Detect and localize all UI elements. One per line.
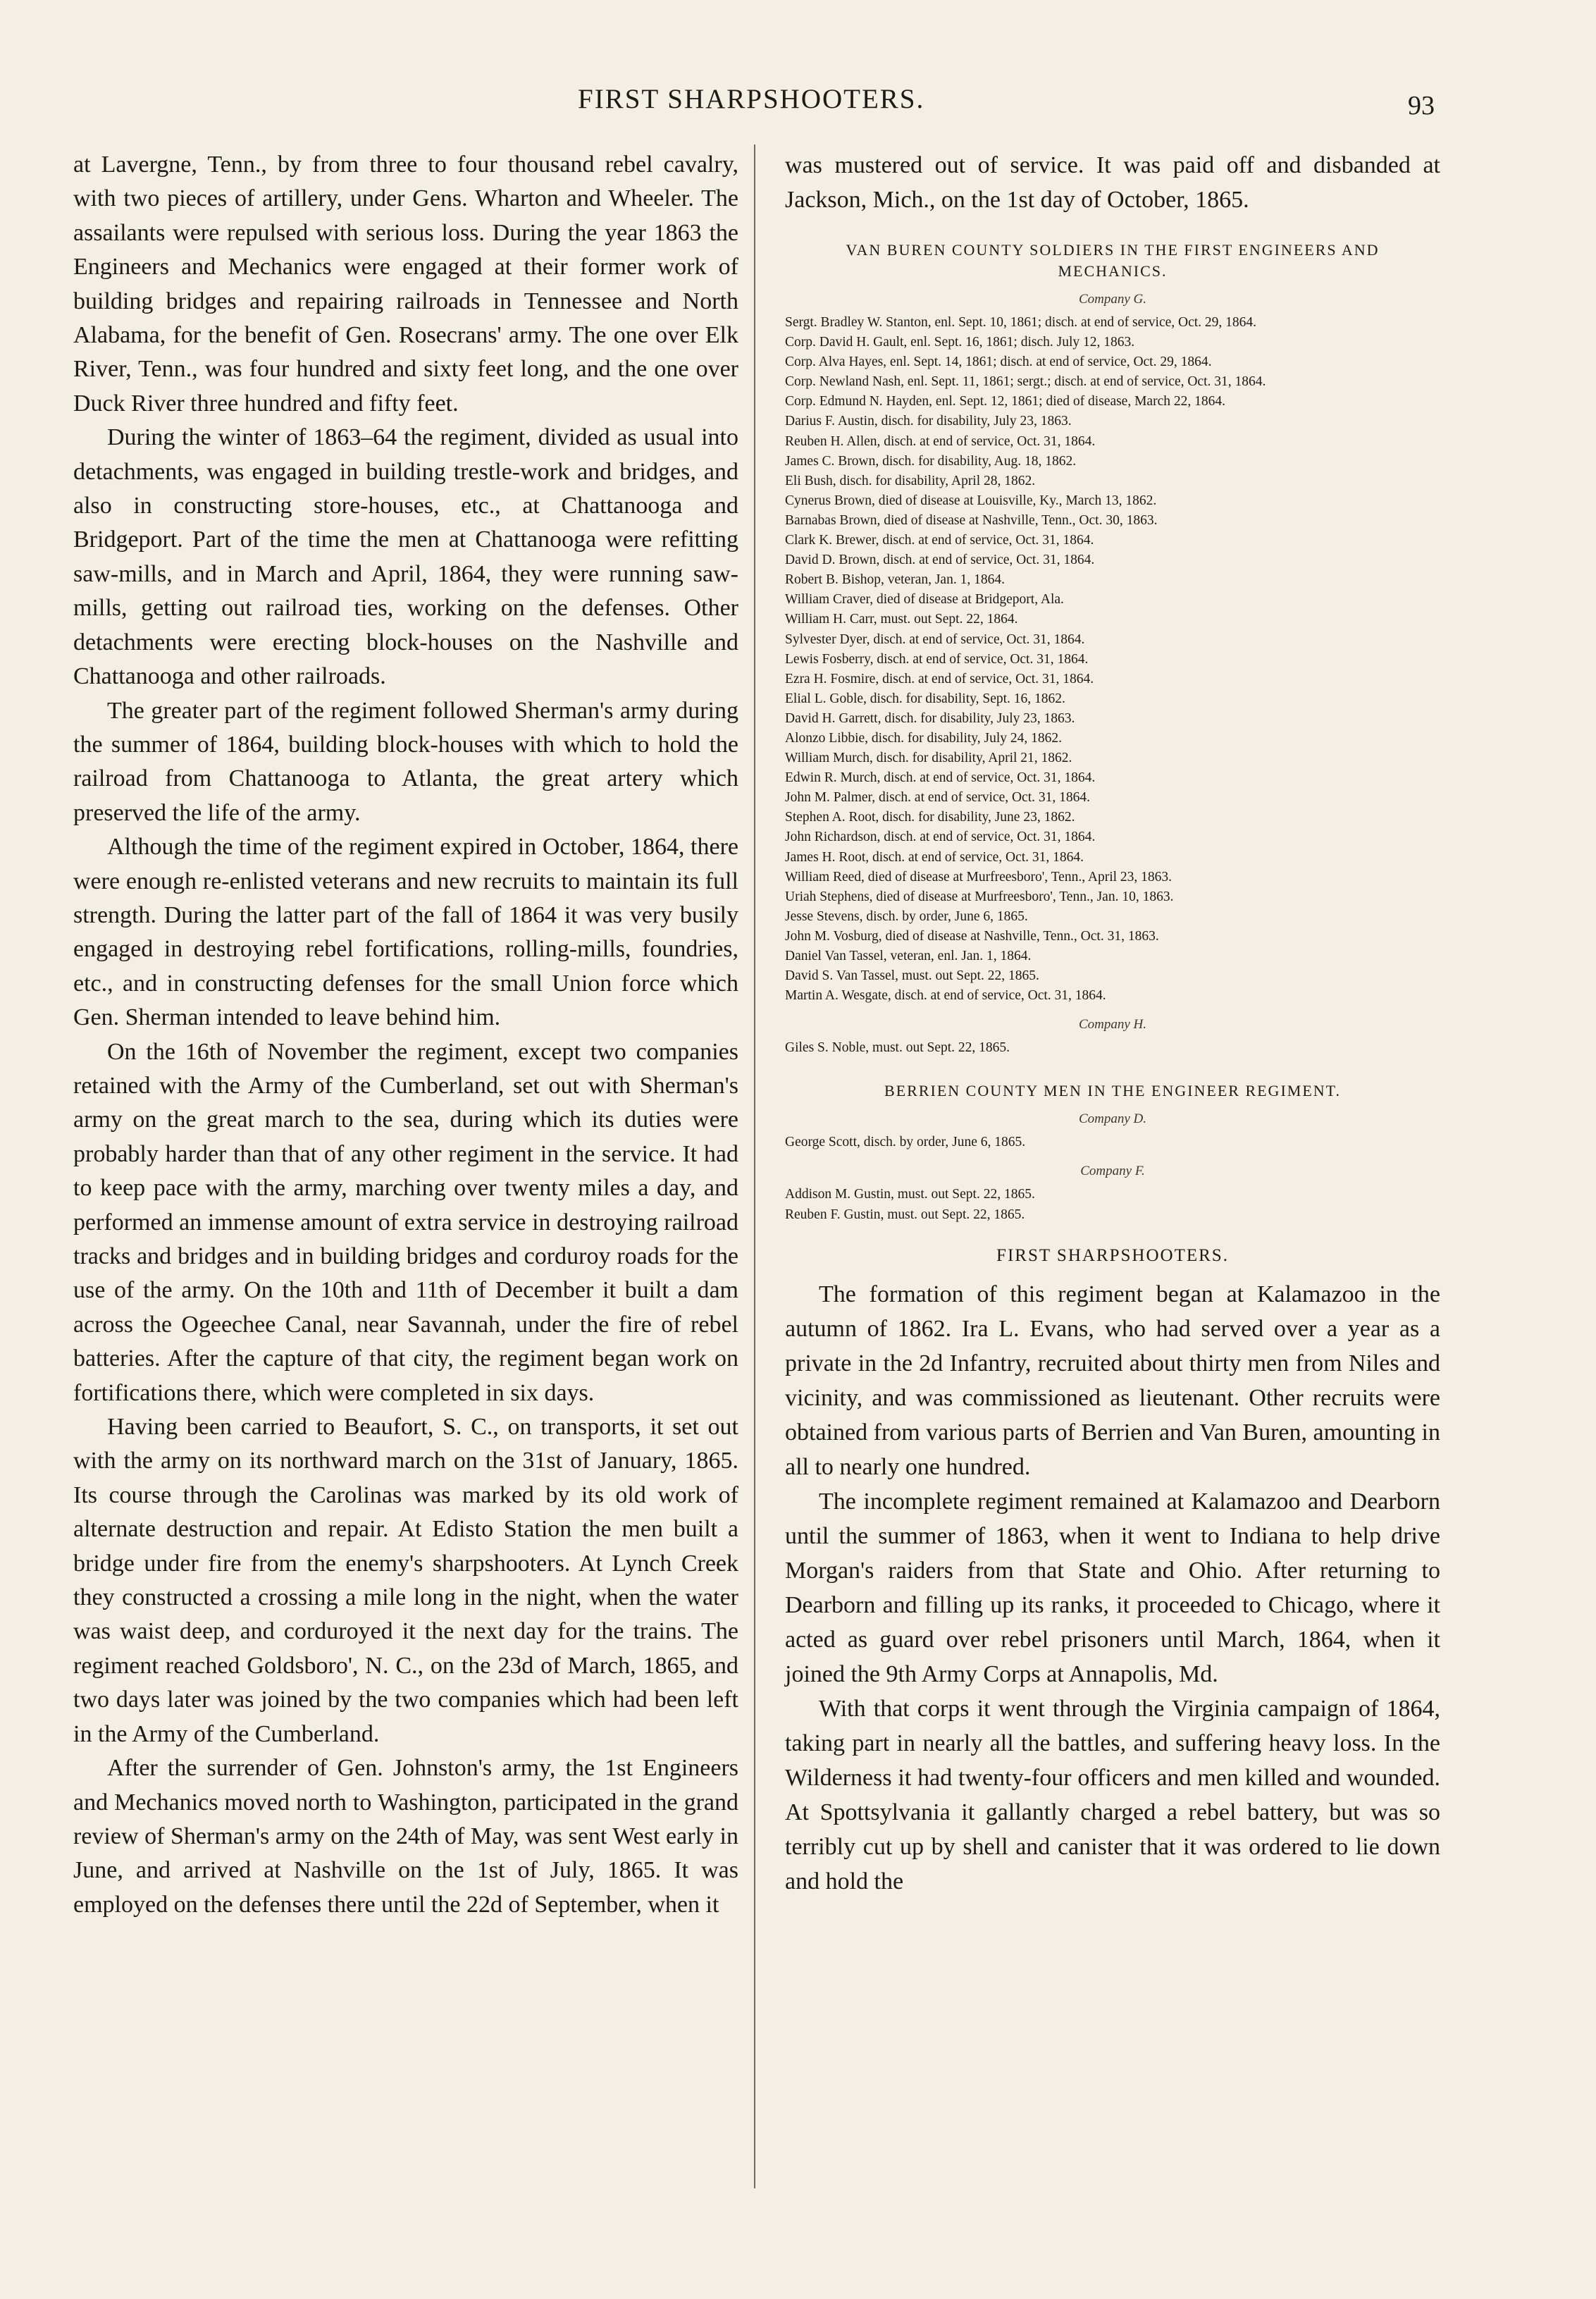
roster-entry: Corp. Edmund N. Hayden, enl. Sept. 12, 1861; died of disease, March 22, 1864. <box>785 394 1225 409</box>
paragraph: Although the time of the regiment expired in October, 1864, there were enough re-enlisted veterans and new recruits to maintain its full strength. During the latter part of the fall of 1864 it was very busily engaged in destroying rebel fortifications, rolling-mills, foundries, etc., and in constructing defenses for the small Union force which Gen. Sherman intended to leave behind him. <box>73 834 738 1031</box>
roster-entry: Clark K. Brewer, disch. at end of service, Oct. 31, 1864. <box>785 533 1094 548</box>
roster-entry: Corp. David H. Gault, enl. Sept. 16, 1861; disch. July 12, 1863. <box>785 335 1135 350</box>
running-title: FIRST SHARPSHOOTERS. <box>578 84 925 114</box>
roster-entry: David S. Van Tassel, must. out Sept. 22, 1865. <box>785 968 1039 984</box>
roster-entry: Eli Bush, disch. for disability, April 28, 1862. <box>785 473 1036 488</box>
van-buren-heading: VAN BUREN COUNTY SOLDIERS IN THE FIRST ENGINEERS AND MECHANICS. <box>846 241 1380 280</box>
company-d-roster <box>785 1133 1440 1152</box>
paragraph: The greater part of the regiment followed Sherman's army during the summer of 1864, building block-houses with which to hold the railroad from Chattanooga to Atlanta, the great artery which preserved the life of the army. <box>73 697 738 826</box>
paragraph: After the surrender of Gen. Johnston's army, the 1st Engineers and Mechanics moved north to Washington, participated in the grand review of Sherman's army on the 24th of May, was sent West early in June, and arrived at Nashville on the 1st of July, 1865. It was employed on the defenses there until the 22d of September, when it <box>73 1755 738 1918</box>
roster-entry: John M. Vosburg, died of disease at Nashville, Tenn., Oct. 31, 1863. <box>785 928 1159 944</box>
roster-entry: Jesse Stevens, disch. by order, June 6, 1865. <box>785 908 1028 924</box>
roster-entry: Sergt. Bradley W. Stanton, enl. Sept. 10, 1861; disch. at end of service, Oct. 29, 1864. <box>785 315 1257 330</box>
company-f-roster <box>785 1185 1440 1224</box>
roster-entry: William Craver, died of disease at Bridgeport, Ala. <box>785 592 1064 608</box>
roster-entry: George Scott, disch. by order, June 6, 1865. <box>785 1135 1026 1150</box>
roster-entry: Barnabas Brown, died of disease at Nashville, Tenn., Oct. 30, 1863. <box>785 512 1158 528</box>
roster-entry: Addison M. Gustin, must. out Sept. 22, 1865. <box>785 1187 1035 1202</box>
roster-entry: Robert B. Bishop, veteran, Jan. 1, 1864. <box>785 572 1005 588</box>
roster-entry: Cynerus Brown, died of disease at Louisville, Ky., March 13, 1862. <box>785 493 1157 508</box>
company-h-roster <box>785 1038 1440 1058</box>
roster-entry: Corp. Alva Hayes, enl. Sept. 14, 1861; disch. at end of service, Oct. 29, 1864. <box>785 355 1212 370</box>
roster-entry: Giles S. Noble, must. out Sept. 22, 1865. <box>785 1040 1010 1056</box>
paragraph: Having been carried to Beaufort, S. C., on transports, it set out with the army on its northward march on the 31st of January, 1865. Its course through the Carolinas was marked by its old work of alternate destruction and repair. At Edisto Station the men built a bridge under fire from the enemy's sharpshooters. At Lynch Creek they constructed a crossing a mile long in the night, when the water was waist deep, and corduroyed it the next day for the trains. The regiment reached Goldsboro', N. C., on the 23d of March, 1865, and two days later was joined by the two companies which had been left in the Army of the Cumberland. <box>73 1414 738 1747</box>
roster-entry: William H. Carr, must. out Sept. 22, 1864. <box>785 612 1018 627</box>
paragraph: The incomplete regiment remained at Kalamazoo and Dearborn until the summer of 1863, when it went to Indiana to help drive Morgan's raiders from that State and Ohio. After returning to Dearborn and filling up its ranks, it proceeded to Chicago, where it acted as guard over rebel prisoners until March, 1864, when it joined the 9th Army Corps at Annapolis, Md. <box>785 1488 1440 1687</box>
page-number: 93 <box>1408 91 1435 121</box>
roster-entry: Darius F. Austin, disch. for disability, July 23, 1863. <box>785 414 1072 429</box>
roster-entry: Reuben F. Gustin, must. out Sept. 22, 1865. <box>785 1207 1025 1222</box>
company-g-roster <box>785 313 1440 1006</box>
company-d-label: Company D. <box>1078 1111 1147 1127</box>
roster-entry: James C. Brown, disch. for disability, Aug. 18, 1862. <box>785 453 1077 469</box>
column-divider <box>754 144 755 2188</box>
paragraph: The formation of this regiment began at Kalamazoo in the autumn of 1862. Ira L. Evans, who had served over a year as a private in the 2d Infantry, recruited about thirty men from Niles and vicinity, and was commissioned as lieutenant. Other recruits were obtained from various parts of Berrien and Van Buren, amounting in all to nearly one hundred. <box>785 1281 1440 1480</box>
paragraph: With that corps it went through the Virginia campaign of 1864, taking part in nearly all the battles, and suffering heavy loss. In the Wilderness it had twenty-four officers and men killed and wounded. At Spottsylvania it gallantly charged a rebel battery, but was so terribly cut up by shell and canister that it was ordered to lie down and hold the <box>785 1695 1440 1894</box>
berrien-heading: BERRIEN COUNTY MEN IN THE ENGINEER REGIMENT. <box>884 1082 1341 1100</box>
sharpshooters-heading: FIRST SHARPSHOOTERS. <box>996 1245 1229 1265</box>
roster-entry: Corp. Newland Nash, enl. Sept. 11, 1861; sergt.; disch. at end of service, Oct. 31, 1864. <box>785 374 1266 390</box>
roster-entry: William Reed, died of disease at Murfreesboro', Tenn., April 23, 1863. <box>785 869 1173 885</box>
roster-entry: John Richardson, disch. at end of service, Oct. 31, 1864. <box>785 830 1096 845</box>
roster-entry: Martin A. Wesgate, disch. at end of service, Oct. 31, 1864. <box>785 988 1106 1004</box>
roster-entry: Lewis Fosberry, disch. at end of service, Oct. 31, 1864. <box>785 651 1089 667</box>
roster-entry: Reuben H. Allen, disch. at end of service, Oct. 31, 1864. <box>785 433 1096 449</box>
roster-entry: William Murch, disch. for disability, April 21, 1862. <box>785 751 1072 766</box>
roster-entry: Elial L. Goble, disch. for disability, Sept. 16, 1862. <box>785 691 1065 706</box>
right-column <box>785 148 1440 1899</box>
paragraph: at Lavergne, Tenn., by from three to four thousand rebel cavalry, with two pieces of artillery, under Gens. Wharton and Wheeler. The assailants were repulsed with serious loss. During the year 1863 the Engineers and Mechanics were engaged at their former work of building bridges and repairing railroads in Tennessee and North Alabama, for the benefit of Gen. Rosecrans' army. The one over Elk River, Tenn., was four hundred and sixty feet long, and the one over Duck River three hundred and fifty feet. <box>73 152 738 417</box>
left-column <box>73 148 738 1922</box>
roster-entry: James H. Root, disch. at end of service, Oct. 31, 1864. <box>785 849 1084 865</box>
paragraph: was mustered out of service. It was paid off and disbanded at Jackson, Mich., on the 1st day of October, 1865. <box>785 152 1440 213</box>
company-h-label: Company H. <box>1078 1017 1147 1033</box>
roster-entry: John M. Palmer, disch. at end of service, Oct. 31, 1864. <box>785 790 1091 806</box>
roster-entry: David D. Brown, disch. at end of service, Oct. 31, 1864. <box>785 553 1095 568</box>
paragraph: On the 16th of November the regiment, except two companies retained with the Army of the Cumberland, set out with Sherman's army on the great march to the sea, during which its duties were probably harder than that of any other regiment in the service. It had to keep pace with the army, marching over twenty miles a day, and performed an immense amount of extra service in destroying railroad tracks and bridges and in building bridges and corduroy roads for the use of the army. On the 10th and 11th of December it built a dam across the Ogeechee Canal, near Savannah, under the fire of rebel batteries. After the capture of that city, the regiment began work on fortifications there, which were completed in six days. <box>73 1038 738 1406</box>
roster-entry: Edwin R. Murch, disch. at end of service, Oct. 31, 1864. <box>785 770 1096 786</box>
roster-entry: David H. Garrett, disch. for disability, July 23, 1863. <box>785 710 1075 726</box>
company-f-label: Company F. <box>1080 1164 1145 1179</box>
company-g-label: Company G. <box>1078 292 1147 307</box>
roster-entry: Alonzo Libbie, disch. for disability, July 24, 1862. <box>785 730 1063 746</box>
roster-entry: Ezra H. Fosmire, disch. at end of service, Oct. 31, 1864. <box>785 671 1094 686</box>
roster-entry: Daniel Van Tassel, veteran, enl. Jan. 1, 1864. <box>785 949 1032 963</box>
roster-entry: Stephen A. Root, disch. for disability, June 23, 1862. <box>785 810 1075 825</box>
paragraph: During the winter of 1863–64 the regiment, divided as usual into detachments, was engaged in building trestle-work and bridges, and also in constructing store-houses, etc., at Chattanooga and Bridgeport. Part of the time the men at Chattanooga were refitting saw-mills, and in March and April, 1864, they were running saw-mills, getting out railroad ties, working on the defenses. Other detachments were erecting block-houses on the Nashville and Chattanooga and other railroads. <box>73 424 738 690</box>
roster-entry: Sylvester Dyer, disch. at end of service, Oct. 31, 1864. <box>785 631 1085 647</box>
roster-entry: Uriah Stephens, died of disease at Murfreesboro', Tenn., Jan. 10, 1863. <box>785 889 1174 904</box>
